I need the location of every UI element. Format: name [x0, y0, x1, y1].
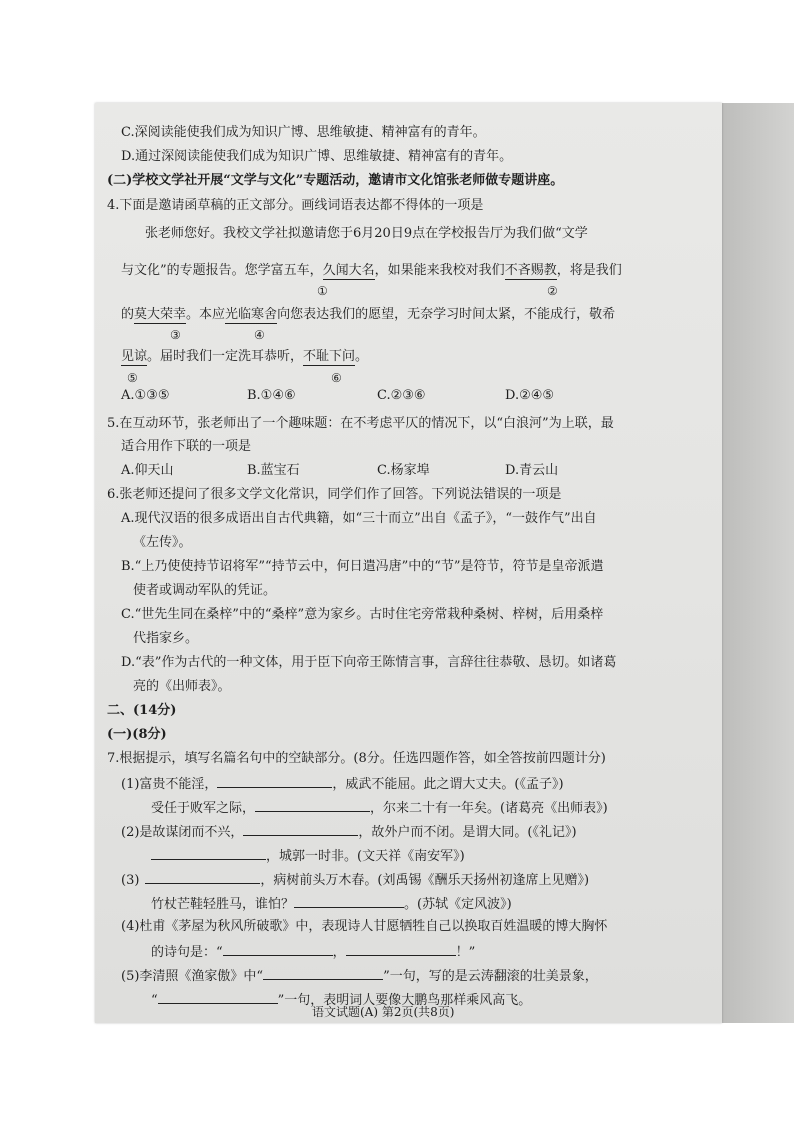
section-two-heading: (二)学校文学社开展“文学与文化”专题活动，邀请市文化馆张老师做专题讲座。 — [107, 173, 564, 188]
text: (5)李清照《渔家傲》中“ — [121, 969, 264, 984]
marker-5: ⑤ — [127, 371, 138, 385]
text: (1)富贵不能淫， — [121, 777, 218, 792]
text: ！” — [455, 945, 476, 960]
q6-option-d-line-2: 亮的《出师表》。 — [133, 679, 231, 694]
background-edge — [722, 103, 794, 1023]
text: 。 — [355, 349, 369, 364]
answer-blank[interactable] — [263, 967, 383, 980]
q7-1-line-2 — [151, 799, 608, 817]
marker-3: ③ — [170, 328, 181, 342]
text: 受任于败军之际， — [151, 801, 256, 816]
text: 向您表达我们的愿望，无奈学习时间太紧，不能成行，敬希 — [277, 307, 616, 322]
q5-stem-1: 5.在互动环节，张老师出了一个趣味题：在不考虑平仄的情况下，以“白浪河”为上联，最 — [107, 416, 614, 431]
answer-blank[interactable] — [145, 871, 260, 884]
text: 。本应 — [186, 307, 226, 322]
q3-option-d: D.通过深阅读能使我们成为知识广博、思维敏捷、精神富有的青年。 — [121, 149, 513, 164]
q6-option-c-line-1: C.“世先生同在桑梓”中的“桑梓”意为家乡。古时住宅旁常栽种桑树、梓树，后用桑梓 — [121, 607, 604, 622]
marker-2: ② — [547, 284, 558, 298]
q7-3-line-2 — [151, 895, 512, 913]
text: ，将是我们 — [556, 263, 622, 278]
answer-blank[interactable] — [294, 895, 404, 908]
letter-line-3 — [121, 307, 615, 323]
q7-5-line-1 — [121, 967, 598, 985]
text: ， — [332, 945, 346, 960]
text: (2)是故谋闭而不兴， — [121, 825, 244, 840]
text: 竹杖芒鞋轻胜马，谁怕？ — [151, 897, 295, 912]
q5-option-a: A.仰天山 — [121, 463, 174, 478]
text: 的 — [121, 307, 135, 322]
answer-blank[interactable] — [158, 991, 278, 1004]
q7-4-line-1: (4)杜甫《茅屋为秋风所破歌》中，表现诗人甘愿牺牲自己以换取百姓温暖的博大胸怀 — [121, 919, 608, 934]
marker-1: ① — [317, 284, 328, 298]
text: (3) — [121, 873, 140, 888]
answer-blank[interactable] — [346, 943, 456, 956]
q7-4-line-2 — [151, 943, 475, 961]
text: ，尔来二十有一年矣。(诸葛亮《出师表》) — [370, 801, 608, 816]
letter-line-1: 张老师您好。我校文学社拟邀请您于6月20日9点在学校报告厅为我们做“文学 — [145, 226, 588, 241]
marker-6: ⑥ — [331, 371, 342, 385]
q6-option-b-line-2: 使者或调动军队的凭证。 — [133, 583, 277, 598]
q7-2-line-2 — [151, 847, 465, 865]
text: 的诗句是：“ — [151, 945, 223, 960]
answer-blank[interactable] — [223, 943, 333, 956]
underlined-phrase-3: 莫大荣幸 — [134, 307, 187, 322]
text: ，威武不能屈。此之谓大丈夫。(《孟子》) — [332, 777, 564, 792]
text: ”一句，表明词人要像大鹏鸟那样乘风高飞。 — [277, 993, 532, 1008]
q6-stem: 6.张老师还提问了很多文学文化常识，同学们作了回答。下列说法错误的一项是 — [107, 487, 562, 502]
text: “ — [151, 993, 158, 1008]
answer-blank[interactable] — [151, 847, 266, 860]
text: ”一句，写的是云涛翻滚的壮美景象， — [383, 969, 598, 984]
q4-option-b: B.①④⑥ — [247, 388, 296, 403]
text: ，故外户而不闭。是谓大同。(《礼记》) — [358, 825, 577, 840]
q7-2-line-1 — [121, 823, 577, 841]
q7-stem: 7.根据提示，填写名篇名句中的空缺部分。(8分。任选四题作答，如全答按前四题计分) — [107, 751, 606, 766]
q6-option-c-line-2: 代指家乡。 — [133, 631, 199, 646]
underlined-phrase-1: 久闻大名 — [322, 263, 375, 278]
exam-page — [95, 103, 722, 1023]
q3-option-c: C.深阅读能使我们成为知识广博、思维敏捷、精神富有的青年。 — [121, 125, 486, 140]
letter-line-2 — [121, 263, 622, 279]
text: 。(苏轼《定风波》) — [404, 897, 512, 912]
part-two-sub-heading: (一)(8分) — [107, 727, 167, 742]
q6-option-d-line-1: D.“表”作为古代的一种文体，用于臣下向帝王陈情言事，言辞往往恭敬、恳切。如诸葛 — [121, 655, 617, 670]
underlined-phrase-6: 不耻下问 — [303, 349, 356, 364]
q5-stem-2: 适合用作下联的一项是 — [121, 439, 252, 454]
page-footer: 语文试题(A) 第2页(共8页) — [312, 1005, 455, 1019]
answer-blank[interactable] — [243, 823, 358, 836]
q4-option-d: D.②④⑤ — [505, 388, 555, 403]
part-two-heading: 二、(14分) — [107, 703, 177, 718]
answer-blank[interactable] — [255, 799, 370, 812]
text: 。届时我们一定洗耳恭听， — [147, 349, 304, 364]
letter-line-4 — [121, 349, 368, 365]
q5-option-c: C.杨家埠 — [377, 463, 430, 478]
underlined-phrase-5: 见谅 — [121, 349, 148, 364]
q6-option-a-line-2: 《左传》。 — [133, 535, 192, 550]
text: ，城郭一时非。(文天祥《南安军》) — [266, 849, 465, 864]
underlined-phrase-2: 不吝赐教 — [504, 263, 557, 278]
q7-3-line-1 — [121, 871, 589, 889]
q6-option-b-line-1: B.“上乃使使持节诏将军”“持节云中，何日遣冯唐”中的“节”是符节，符节是皇帝派遣 — [121, 559, 604, 574]
marker-4: ④ — [254, 328, 265, 342]
q7-1-line-1 — [121, 775, 564, 793]
q5-option-b: B.蓝宝石 — [247, 463, 300, 478]
q4-option-c: C.②③⑥ — [377, 388, 426, 403]
q6-option-a-line-1: A.现代汉语的很多成语出自古代典籍，如“三十而立”出自《孟子》，“一鼓作气”出自 — [121, 511, 597, 526]
text: ，病树前头万木春。(刘禹锡《酬乐天扬州初逢席上见赠》) — [260, 873, 590, 888]
q5-option-d: D.青云山 — [505, 463, 559, 478]
q4-option-a: A.①③⑤ — [121, 388, 170, 403]
text: ，如果能来我校对我们 — [374, 263, 505, 278]
q4-stem: 4.下面是邀请函草稿的正文部分。画线词语表达都不得体的一项是 — [107, 198, 484, 213]
underlined-phrase-4: 光临寒舍 — [225, 307, 278, 322]
answer-blank[interactable] — [217, 775, 332, 788]
text: 与文化”的专题报告。您学富五车， — [121, 263, 323, 278]
